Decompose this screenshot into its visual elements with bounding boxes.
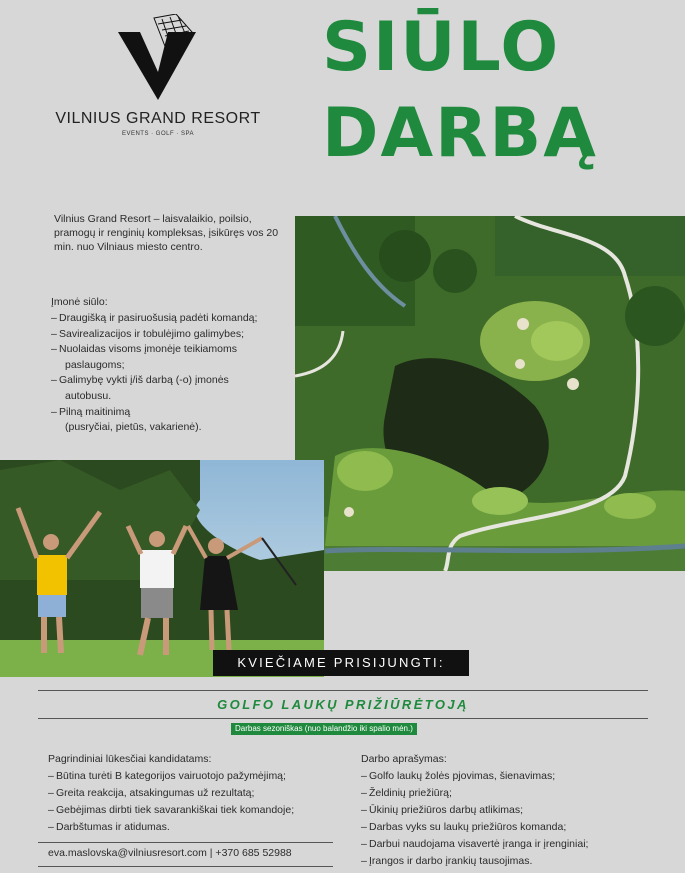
list-item: – Darbui naudojama visavertė įranga ir įrenginiai; (361, 836, 661, 853)
divider (38, 842, 333, 843)
divider (38, 690, 648, 691)
expectations-title: Pagrindiniai lūkesčiai kandidatams: (48, 753, 212, 765)
offers-title: Įmonė siūlo: (51, 296, 108, 308)
season-badge: Darbas sezoniškas (nuo balandžio iki spalio mėn.) (231, 723, 417, 735)
list-item: – Būtina turėti B kategorijos vairuotojo pažymėjimą; (48, 768, 348, 785)
list-item: – Ūkinių priežiūros darbų atlikimas; (361, 802, 661, 819)
aerial-golf-course-photo (295, 216, 685, 571)
list-item: – Greita reakcija, atsakingumas už rezultatą; (48, 785, 348, 802)
duties-title: Darbo aprašymas: (361, 753, 447, 765)
list-item: – Golfo laukų žolės pjovimas, šienavimas; (361, 768, 661, 785)
job-title: GOLFO LAUKŲ PRIŽIŪRĖTOJĄ (217, 697, 469, 712)
divider (38, 866, 333, 867)
invite-banner: KVIEČIAME PRISIJUNGTI: (213, 650, 469, 676)
list-item: – Darbas vyks su laukų priežiūros komanda; (361, 819, 661, 836)
headline-line-1: SIŪLO (322, 8, 561, 87)
intro-text: Vilnius Grand Resort – laisvalaikio, poilsio, pramogų ir renginių kompleksas, įsikūręs vos 20 min. nuo Vilniaus miesto centro. (54, 213, 279, 253)
divider (38, 718, 648, 719)
list-item: – Darbštumas ir atidumas. (48, 819, 348, 836)
contact-info[interactable]: eva.maslovska@vilniusresort.com | +370 685 52988 (48, 847, 292, 859)
list-item: – Įrangos ir darbo įrankių tausojimas. (361, 853, 661, 870)
headline-line-2: DARBĄ (322, 94, 598, 173)
list-item: – Pilną maitinimą (pusryčiai, pietūs, vakarienė). (51, 405, 291, 436)
duties-list (361, 768, 661, 870)
resort-logo-icon (118, 14, 196, 100)
list-item: – Draugišką ir pasiruošusią padėti komandą; (51, 311, 291, 327)
expectations-list (48, 768, 348, 836)
list-item: – Želdinių priežiūrą; (361, 785, 661, 802)
list-item: – Galimybę vykti į/iš darbą (-o) įmonės autobusu. (51, 373, 291, 404)
list-item: – Nuolaidas visoms įmonėje teikiamoms paslaugoms; (51, 342, 291, 373)
list-item: – Gebėjimas dirbti tiek savarankiškai tiek komandoje; (48, 802, 348, 819)
brand-name: VILNIUS GRAND RESORT (55, 110, 261, 127)
golfers-celebrating-photo (0, 460, 324, 677)
list-item: – Savirealizacijos ir tobulėjimo galimybes; (51, 327, 291, 343)
brand-tagline: EVENTS · GOLF · SPA (121, 131, 195, 137)
offers-list (51, 311, 291, 436)
